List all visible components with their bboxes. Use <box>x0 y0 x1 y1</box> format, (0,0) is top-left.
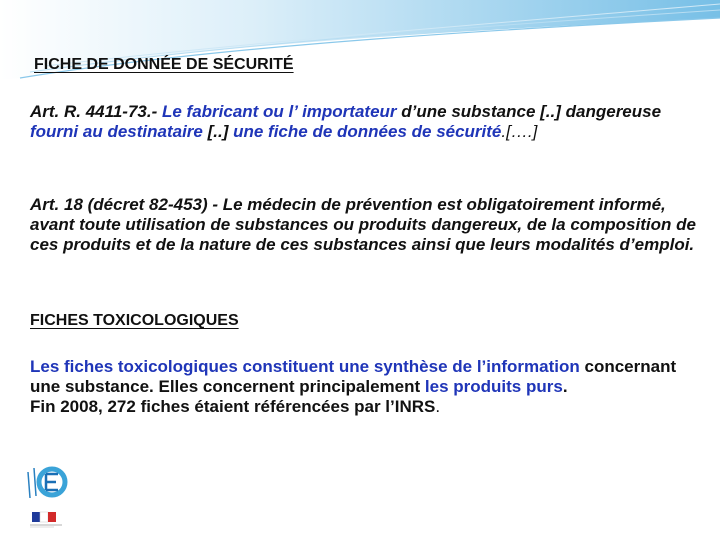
text-run: . <box>435 397 441 416</box>
inrs-line: Fin 2008, 272 fiches étaient référencées par l’INRS <box>30 397 436 416</box>
highlight-produits-purs: les produits purs <box>424 377 563 396</box>
highlight-fourni: fourni au destinataire <box>30 122 203 141</box>
text-run: concernant une substance. Elles concernent principalement <box>30 357 677 396</box>
article-ref: Art. 18 (décret 82-453) - <box>30 195 223 214</box>
text-run: [..] <box>202 122 234 141</box>
text-run: . <box>562 377 568 396</box>
decorative-wave-header <box>0 0 720 90</box>
section-heading-fds: FICHE DE DONNÉE DE SÉCURITÉ <box>34 56 294 73</box>
text-run: .[….] <box>501 122 538 141</box>
highlight-fabricant: Le fabricant ou l’ importateur <box>161 102 397 121</box>
highlight-synthese: Les fiches toxicologiques constituent une synthèse de l’information <box>30 357 580 376</box>
text-run: Le médecin de prévention est obligatoirement informé, avant toute utilisation de substances ou produits dangereux, de la composition de ces produits et de la nature de ces substances ainsi que leurs modalités d’emploi. <box>30 195 696 254</box>
paragraph-article-r4411 <box>30 102 700 142</box>
academie-orleans-tours-logo <box>24 462 72 530</box>
article-ref: Art. R. 4411-73.- <box>30 102 162 121</box>
paragraph-fiches-toxico <box>30 357 700 417</box>
highlight-fiche-fds: une fiche de données de sécurité <box>233 122 502 141</box>
paragraph-article-18 <box>30 195 700 255</box>
section-heading-toxico: FICHES TOXICOLOGIQUES <box>30 312 239 329</box>
text-run: d’une substance [..] dangereuse <box>396 102 662 121</box>
